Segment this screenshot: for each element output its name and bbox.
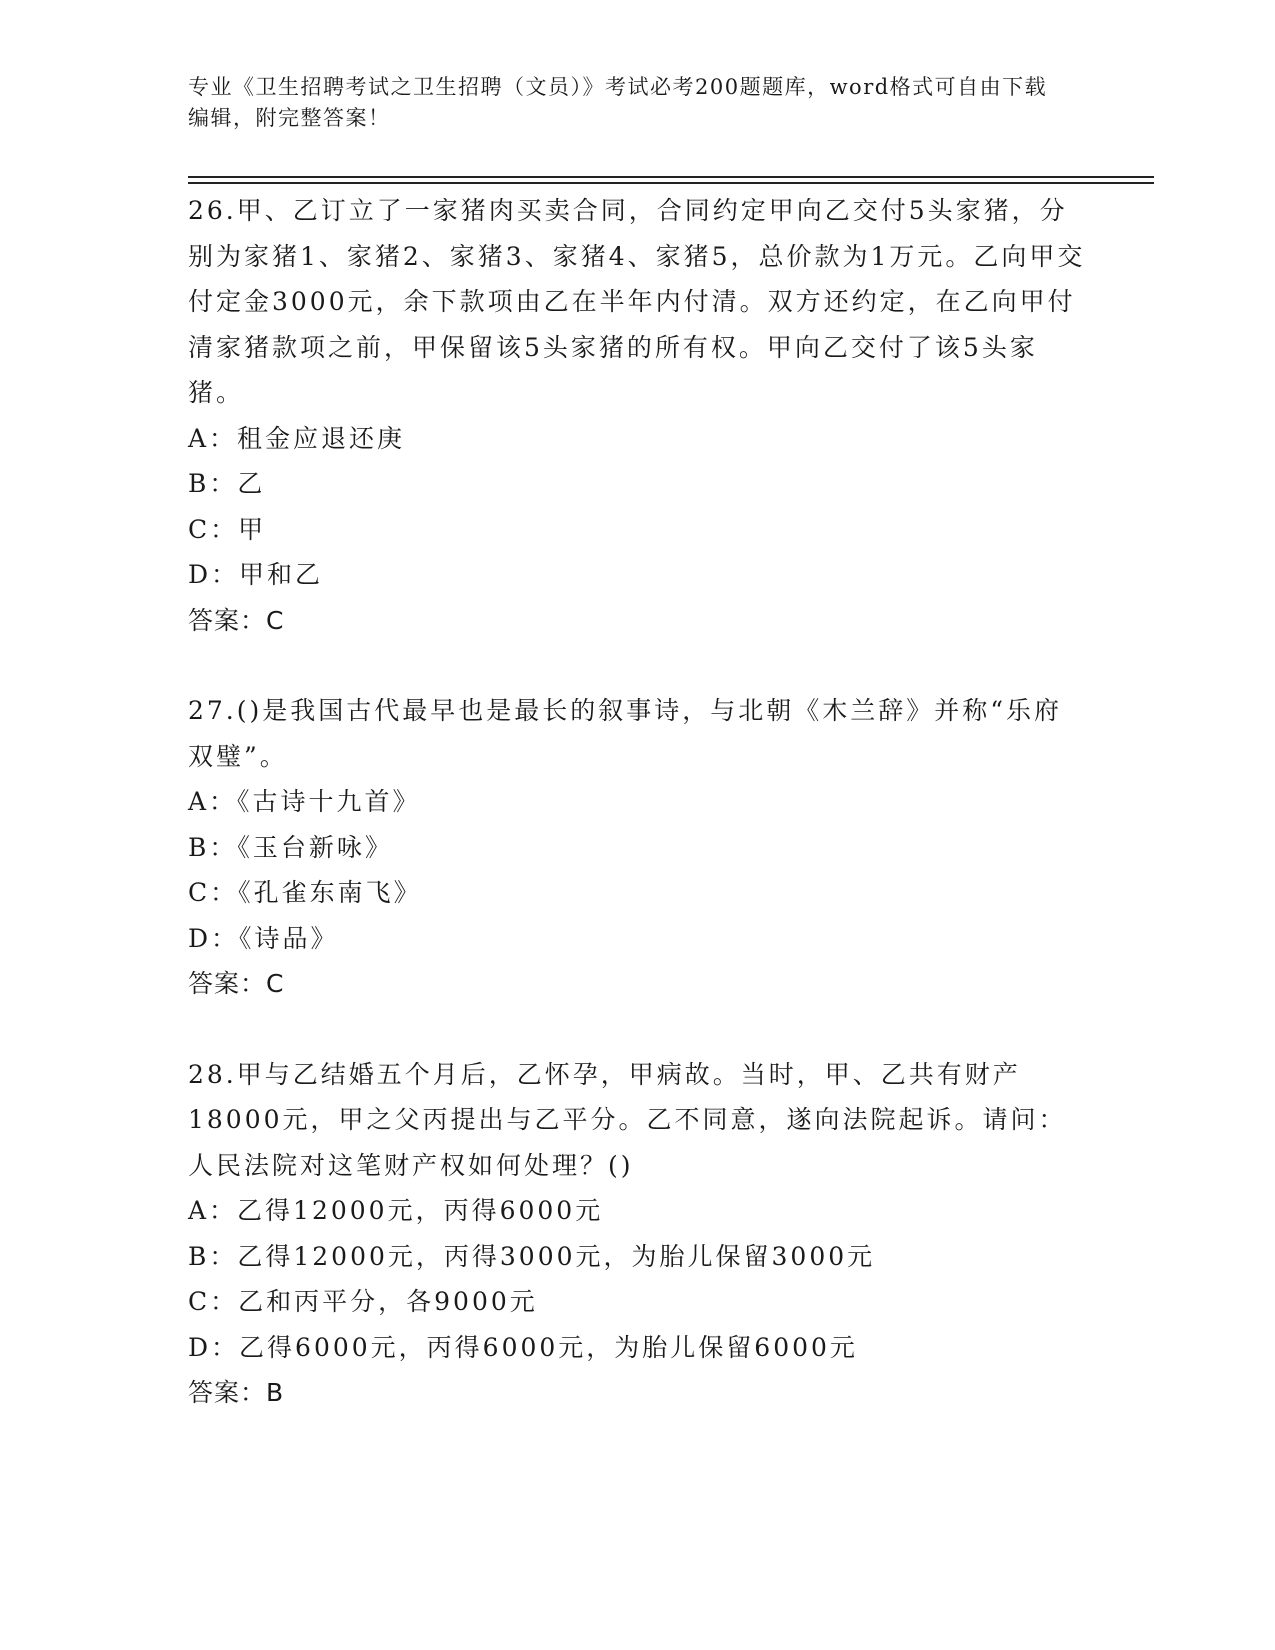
- question-text: 28.甲与乙结婚五个月后，乙怀孕，甲病故。当时，甲、乙共有财产18000元，甲之父丙提出与乙平分。乙不同意，遂向法院起诉。请问：人民法院对这笔财产权如何处理？(): [188, 1059, 1067, 1180]
- question-text: 26.甲、乙订立了一家猪肉买卖合同，合同约定甲向乙交付5头家猪，分别为家猪1、家猪2、家猪3、家猪4、家猪5，总价款为1万元。乙向甲交付定金3000元，余下款项由乙在半年内付清。双方还约定，在乙向甲付清家猪款项之前，甲保留该5头家猪的所有权。甲向乙交付了该5头家猪。: [188, 196, 1086, 407]
- option-b: B：乙: [188, 469, 266, 498]
- option-b: B：《玉台新咏》: [188, 832, 393, 862]
- question-27: [188, 688, 1088, 1007]
- header-divider-bottom: [188, 182, 1154, 184]
- option-b: B：乙得12000元，丙得3000元，为胎儿保留3000元: [188, 1241, 876, 1271]
- answer: 答案：B: [188, 1378, 285, 1407]
- header-intro: 专业《卫生招聘考试之卫生招聘（文员）》考试必考200题题库，word格式可自由下载编辑，附完整答案！: [188, 75, 1048, 130]
- question-28: [188, 1052, 1088, 1416]
- answer: 答案：C: [188, 969, 285, 998]
- option-d: D：甲和乙: [188, 560, 324, 589]
- question-26: [188, 188, 1088, 643]
- option-a: A：《古诗十九首》: [188, 787, 421, 816]
- option-c: C：《孔雀东南飞》: [188, 878, 422, 907]
- option-a: A：租金应退还庚: [188, 423, 406, 453]
- option-c: C：乙和丙平分，各9000元: [188, 1287, 538, 1316]
- header-divider-top: [188, 176, 1154, 178]
- question-text: 27.()是我国古代最早也是最长的叙事诗，与北朝《木兰辞》并称“乐府双璧”。: [188, 696, 1063, 771]
- answer: 答案：C: [188, 605, 285, 635]
- option-d: D：《诗品》: [188, 923, 339, 953]
- option-d: D：乙得6000元，丙得6000元，为胎儿保留6000元: [188, 1332, 858, 1362]
- option-a: A：乙得12000元，丙得6000元: [188, 1196, 604, 1225]
- option-c: C：甲: [188, 514, 267, 544]
- question-list: [188, 188, 1088, 1416]
